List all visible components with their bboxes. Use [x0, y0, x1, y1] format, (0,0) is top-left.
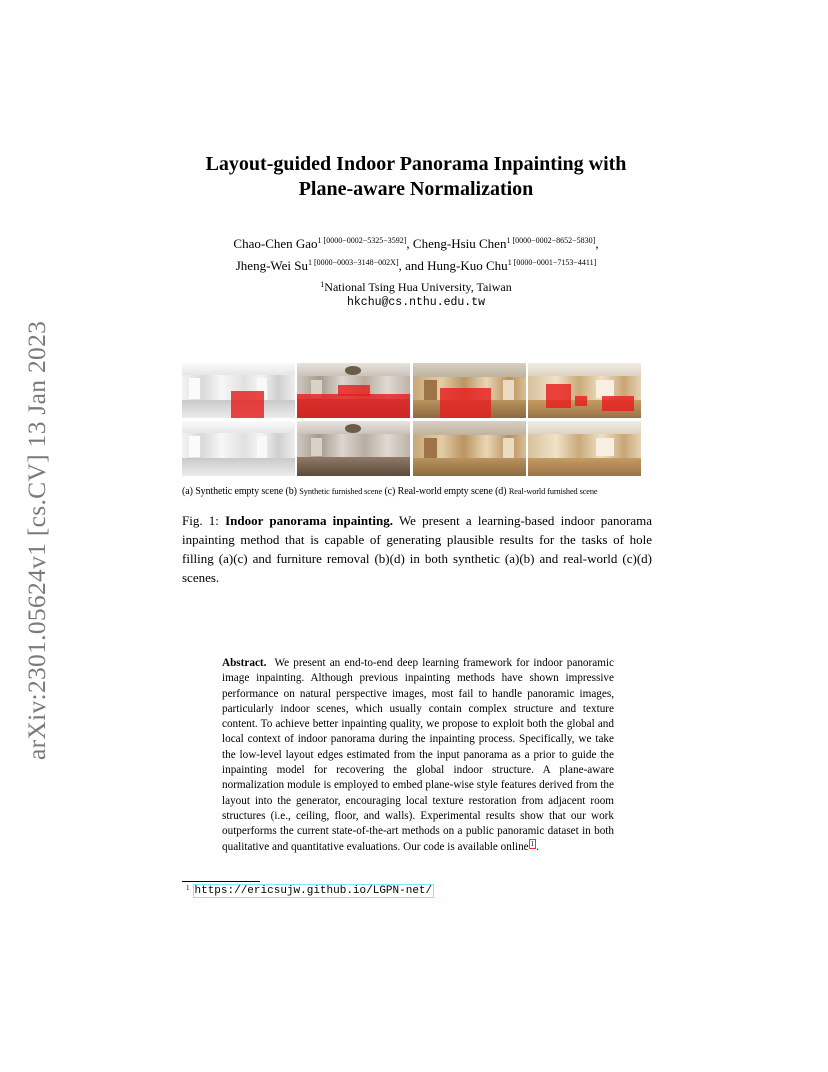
author-separator: , and — [398, 258, 428, 273]
inpainting-mask — [231, 391, 265, 419]
footnote-number: 1 — [186, 884, 190, 892]
abstract-body: We present an end-to-end deep learning framework for indoor panoramic image inpainting. Although previous inpainting methods have shown impressive performance on natural perspective images, most fail to handle panoramic images, particularly indoor scenes, which usually contain complex structure and texture content. To achieve better inpainting quality, we propose to exploit both the global and local context of indoor panorama during the inpainting process. Specifically, we take the low-level layout edges estimated from the input panorama as a prior to guide the inpainting model for recovering the global indoor structure. A plane-aware normalization module is employed to embed plane-wise style features derived from the layout into the generator, encouraging local texture restoration from adjacent room structures (i.e., ceiling, floor, and walls). Experimental results show that our work outperforms the current state-of-the-art methods on a public panoramic dataset in both qualitative and quantitative evaluations. Our code is available online — [222, 657, 614, 853]
abstract-label: Abstract. — [222, 657, 267, 669]
orcid: 1 [0000−0001−7153−4411] — [507, 258, 597, 267]
figure-caption — [182, 511, 652, 587]
inpainting-mask — [602, 396, 634, 411]
author-separator: , — [406, 236, 413, 251]
title-line-2: Plane-aware Normalization — [298, 178, 534, 200]
orcid: 1 [0000−0003−3148−002X] — [307, 258, 399, 267]
project-url-link[interactable]: https://ericsujw.github.io/LGPN-net/ — [194, 885, 433, 897]
title-line-1: Layout-guided Indoor Panorama Inpainting with — [205, 153, 627, 175]
footnote-link[interactable]: 1 — [530, 839, 535, 848]
inpainting-mask — [575, 396, 586, 406]
subcaption-text: Synthetic furnished scene — [299, 487, 383, 496]
input-panorama-real-world-furnished — [528, 363, 641, 418]
result-panorama-synthetic-empty — [182, 421, 295, 476]
subcaption-text: Synthetic empty scene — [195, 486, 284, 497]
footnote-rule — [182, 881, 260, 882]
paper-title — [150, 152, 682, 202]
subcaption-tag: (b) — [285, 486, 297, 497]
panorama-figure — [182, 363, 641, 476]
author-name: Jheng-Wei Su — [235, 258, 308, 273]
subcaption-tag: (d) — [495, 486, 507, 497]
author-name: Chao-Chen Gao — [233, 236, 318, 251]
subcaption-tag: (c) — [384, 486, 396, 497]
affiliation — [150, 277, 682, 311]
contact-email: hkchu@cs.nthu.edu.tw — [346, 296, 486, 309]
arxiv-identifier: arXiv:2301.05624v1 [cs.CV] 13 Jan 2023 — [22, 320, 51, 760]
figure-subcaptions — [182, 486, 652, 497]
subcaption-text: Real-world empty scene — [397, 486, 493, 497]
author-separator: , — [595, 236, 599, 251]
inpainting-mask — [546, 384, 571, 408]
author-line-2 — [150, 253, 682, 275]
affiliation-line — [150, 277, 682, 295]
result-panorama-real-world-empty — [413, 421, 526, 476]
author-list — [150, 231, 682, 275]
orcid: 1 [0000−0002−8652−5830] — [506, 236, 596, 245]
author-name: Cheng-Hsiu Chen — [412, 236, 507, 251]
affiliation-marker: 1 — [320, 280, 325, 289]
inpainting-mask — [440, 388, 491, 418]
author-line-1 — [150, 231, 682, 253]
inpainting-mask — [338, 385, 370, 396]
abstract — [222, 656, 614, 855]
inpainting-mask — [297, 394, 410, 418]
author-name: Hung-Kuo Chu — [427, 258, 508, 273]
affiliation-name: National Tsing Hua University, Taiwan — [324, 280, 512, 294]
subcaption-text: Real-world furnished scene — [508, 487, 598, 496]
input-panorama-synthetic-furnished — [297, 363, 410, 418]
abstract-end: . — [536, 840, 539, 853]
subcaption-tag: (a) — [182, 486, 193, 497]
input-panorama-real-world-empty — [413, 363, 526, 418]
result-panorama-synthetic-furnished — [297, 421, 410, 476]
caption-body: We present a learning-based indoor panorama inpainting method that is capable of generating plausible results for the tasks of hole filling (a)(c) and furniture removal (b)(d) in both synthetic (a)(b) and real-world (c)(d) scenes. — [182, 513, 652, 585]
caption-title: Indoor panorama inpainting. — [225, 513, 393, 528]
result-panorama-real-world-furnished — [528, 421, 641, 476]
footnote — [186, 884, 434, 897]
input-panorama-synthetic-empty — [182, 363, 295, 418]
caption-label: Fig. 1: — [182, 513, 219, 528]
orcid: 1 [0000−0002−5325−3592] — [317, 236, 407, 245]
